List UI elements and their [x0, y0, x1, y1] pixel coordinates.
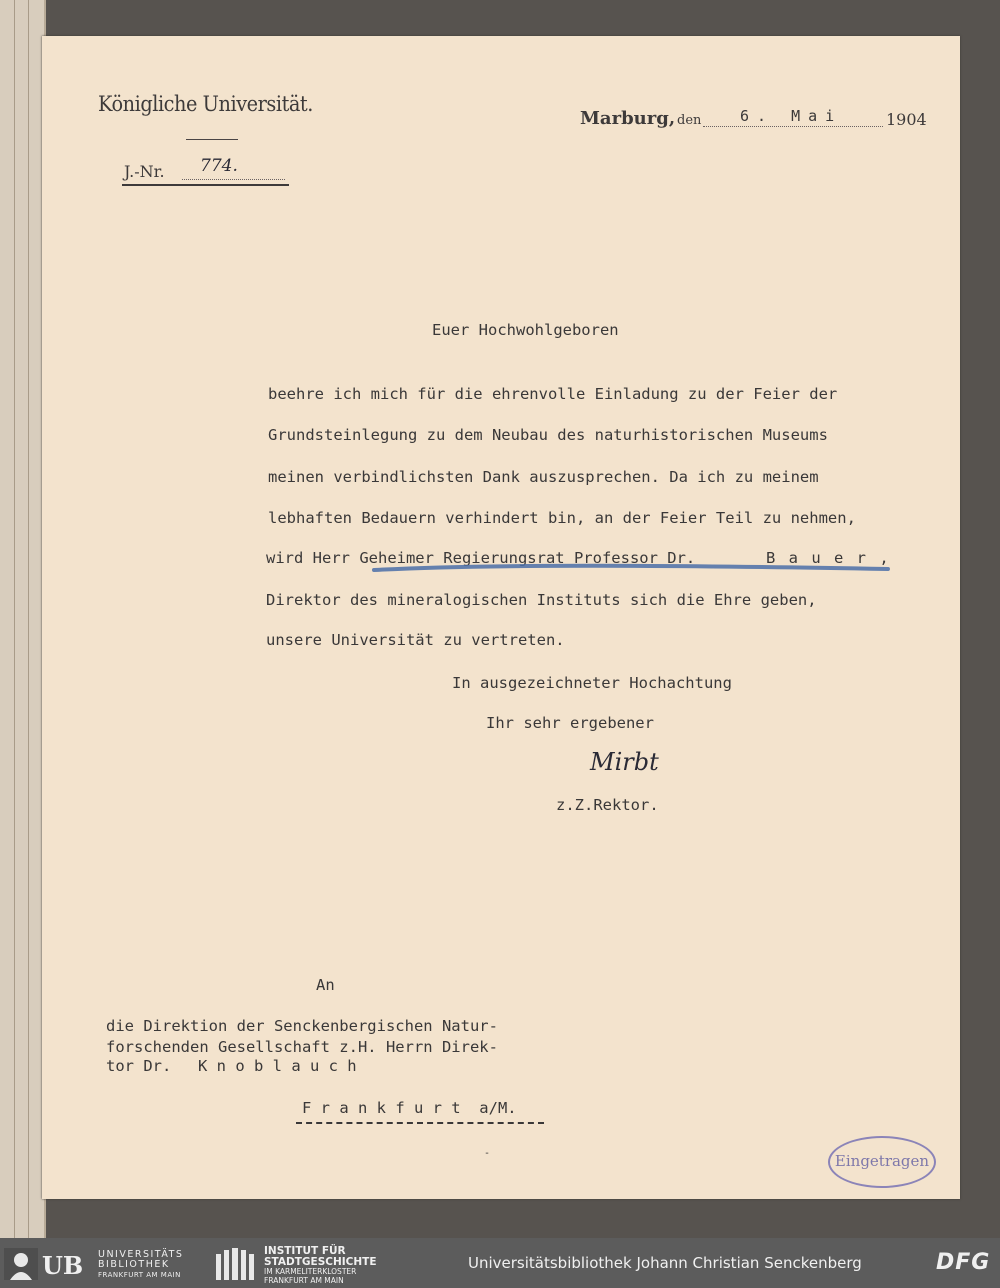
letterhead-rule [186, 139, 238, 140]
salutation: Euer Hochwohlgeboren [432, 321, 619, 339]
journal-number-dots [182, 179, 285, 180]
letterhead-title: Königliche Universität. [98, 92, 313, 116]
stack-edge-line [14, 0, 15, 1238]
signer-title: z.Z.Rektor. [556, 796, 659, 814]
body-line: unsere Universität zu vertreten. [266, 631, 565, 649]
isg-text [264, 1246, 377, 1285]
address-city: F r a n k f u r t a/M. [302, 1099, 517, 1117]
dateline-den: den [677, 113, 702, 128]
dfg-logo: DFG [936, 1250, 991, 1275]
isg-logo-icon [214, 1248, 258, 1280]
journal-number-field [122, 156, 289, 186]
address-line: tor Dr. [106, 1057, 172, 1075]
footer-bar [0, 1238, 1000, 1288]
page-mark: - [484, 1148, 491, 1159]
isg-line: STADTGESCHICHTE [264, 1256, 377, 1268]
isg-line: INSTITUT FÜR [264, 1245, 346, 1257]
body-line: beehre ich mich für die ehrenvolle Einladung zu der Feier der [268, 385, 838, 403]
dateline-dots [703, 126, 883, 127]
blue-pencil-underline [372, 563, 892, 573]
address-name: K n o b l a u c h [198, 1057, 357, 1075]
dateline-year: 1904 [886, 110, 927, 129]
ub-line: UNIVERSITÄTS [98, 1249, 184, 1260]
received-stamp [828, 1136, 936, 1188]
journal-number-value: 774. [200, 156, 238, 176]
svg-text:UB: UB [42, 1251, 84, 1280]
ub-line: FRANKFURT AM MAIN [98, 1271, 181, 1279]
body-name: B a u e r , [766, 549, 891, 567]
address-line: forschenden Gesellschaft z.H. Herrn Direk- [106, 1038, 498, 1056]
isg-line: IM KARMELITERKLOSTER [264, 1267, 357, 1276]
stamp-text: Eingetragen [834, 1152, 930, 1170]
address-an: An [316, 976, 335, 994]
stack-edge-line [28, 0, 29, 1238]
isg-line: FRANKFURT AM MAIN [264, 1275, 344, 1285]
dateline-date: 6. Mai [740, 107, 843, 125]
dateline-place: Marburg, [580, 108, 676, 129]
address-line: die Direktion der Senckenbergischen Natur- [106, 1017, 498, 1035]
city-underline [296, 1122, 544, 1124]
body-line: lebhaften Bedauern verhindert bin, an der Feier Teil zu nehmen, [268, 509, 856, 527]
ub-line: BIBLIOTHEK [98, 1259, 170, 1270]
page-stack-edge [0, 0, 46, 1238]
ub-text [98, 1250, 183, 1280]
body-line: wird Herr Geheimer Regierungsrat Professor Dr. [266, 549, 696, 567]
journal-number-label: J.-Nr. [124, 162, 165, 181]
body-line: Grundsteinlegung zu dem Neubau des naturhistorischen Museums [268, 426, 828, 444]
signature: Mirbt [590, 748, 659, 776]
body-line: meinen verbindlichsten Dank auszusprechen. Da ich zu meinem [268, 468, 819, 486]
closing-line: In ausgezeichneter Hochachtung [452, 674, 732, 692]
closing-line: Ihr sehr ergebener [486, 714, 654, 732]
library-name: Universitätsbibliothek Johann Christian Senckenberg [468, 1254, 862, 1272]
body-line: Direktor des mineralogischen Instituts sich die Ehre geben, [266, 591, 817, 609]
ub-logo-icon [4, 1248, 94, 1280]
